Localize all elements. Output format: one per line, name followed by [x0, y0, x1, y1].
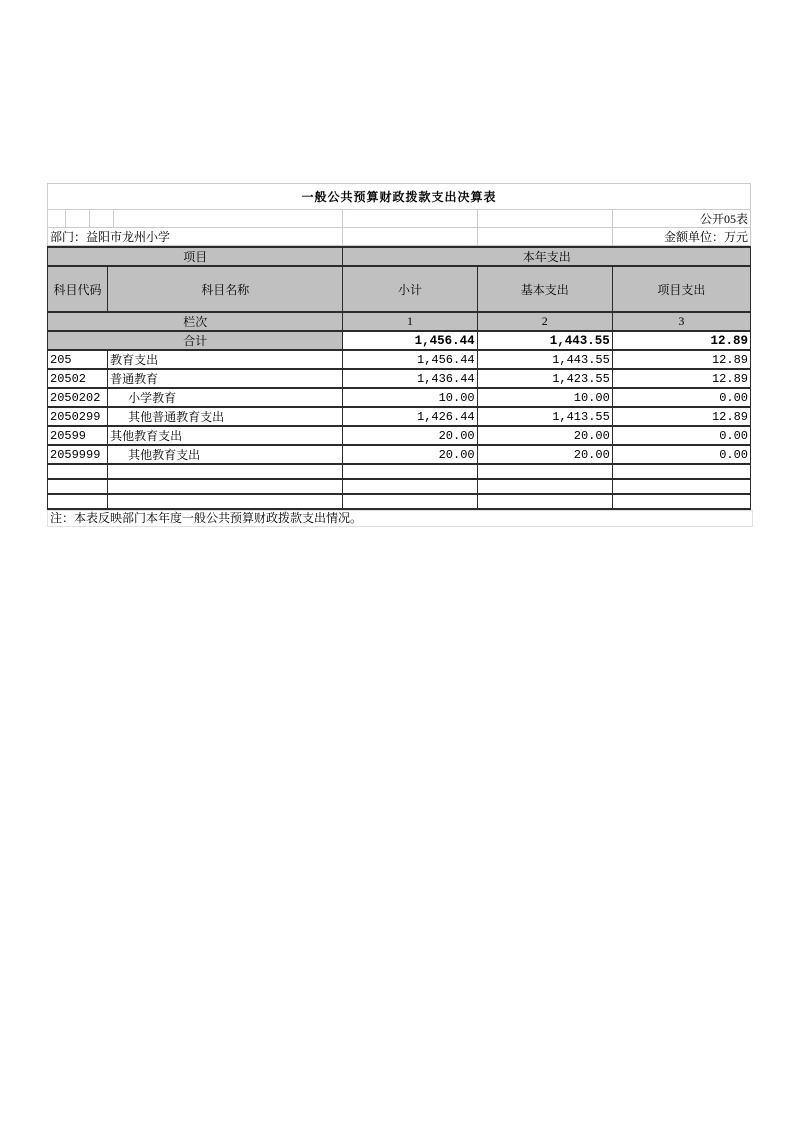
header-project-group: 项目 — [48, 247, 343, 266]
spacer-cell — [114, 210, 343, 228]
spacer-cell — [343, 228, 477, 246]
basic-value: 10.00 — [477, 388, 612, 407]
header-group-row — [48, 247, 751, 266]
total-label: 合计 — [48, 331, 343, 350]
table-row — [48, 426, 751, 445]
header-year-expenditure-group: 本年支出 — [343, 247, 751, 266]
header-columns-row — [48, 266, 751, 312]
empty-cell — [477, 494, 612, 509]
subject-code: 2050299 — [48, 407, 108, 426]
form-code-row — [48, 210, 751, 228]
form-code: 公开05表 — [612, 210, 750, 228]
report-sheet — [47, 183, 751, 527]
spacer-cell — [90, 210, 114, 228]
subject-name: 其他教育支出 — [108, 445, 343, 464]
project-value: 12.89 — [612, 369, 750, 388]
empty-cell — [108, 464, 343, 479]
project-value: 0.00 — [612, 388, 750, 407]
subtotal-value: 10.00 — [343, 388, 477, 407]
empty-row — [48, 464, 751, 479]
header-basic-expenditure: 基本支出 — [477, 266, 612, 312]
total-row — [48, 331, 751, 350]
column-index-label: 栏次 — [48, 312, 343, 331]
subtotal-value: 1,426.44 — [343, 407, 477, 426]
empty-cell — [108, 494, 343, 509]
table-note: 注：本表反映部门本年度一般公共预算财政拨款支出情况。 — [47, 510, 753, 527]
subtotal-value: 20.00 — [343, 426, 477, 445]
empty-cell — [612, 479, 750, 494]
spacer-cell — [343, 210, 477, 228]
empty-cell — [343, 479, 477, 494]
title-row — [48, 184, 751, 210]
header-subject-name: 科目名称 — [108, 266, 343, 312]
empty-cell — [48, 464, 108, 479]
header-subject-code: 科目代码 — [48, 266, 108, 312]
empty-cell — [477, 479, 612, 494]
subject-code: 20502 — [48, 369, 108, 388]
subject-code: 20599 — [48, 426, 108, 445]
subject-code: 2059999 — [48, 445, 108, 464]
subtotal-value: 20.00 — [343, 445, 477, 464]
table-row — [48, 388, 751, 407]
budget-table — [47, 246, 751, 510]
spacer-cell — [48, 210, 66, 228]
table-row — [48, 350, 751, 369]
empty-row — [48, 479, 751, 494]
basic-value: 1,413.55 — [477, 407, 612, 426]
subject-name: 小学教育 — [108, 388, 343, 407]
header-subtotal: 小计 — [343, 266, 477, 312]
unit-label: 金额单位：万元 — [612, 228, 750, 246]
total-basic: 1,443.55 — [477, 331, 612, 350]
basic-value: 1,423.55 — [477, 369, 612, 388]
column-index-3: 3 — [612, 312, 750, 331]
subject-name: 其他普通教育支出 — [108, 407, 343, 426]
column-index-row — [48, 312, 751, 331]
project-value: 12.89 — [612, 407, 750, 426]
subject-name: 普通教育 — [108, 369, 343, 388]
subtotal-value: 1,456.44 — [343, 350, 477, 369]
empty-cell — [612, 494, 750, 509]
empty-cell — [108, 479, 343, 494]
table-row — [48, 369, 751, 388]
page-title: 一般公共预算财政拨款支出决算表 — [48, 184, 751, 210]
project-value: 0.00 — [612, 445, 750, 464]
column-index-2: 2 — [477, 312, 612, 331]
empty-cell — [477, 464, 612, 479]
department-label: 部门：益阳市龙州小学 — [48, 228, 343, 246]
subject-code: 205 — [48, 350, 108, 369]
basic-value: 1,443.55 — [477, 350, 612, 369]
spacer-cell — [477, 228, 612, 246]
empty-row — [48, 494, 751, 509]
empty-cell — [612, 464, 750, 479]
table-row — [48, 445, 751, 464]
header-project-expenditure: 项目支出 — [612, 266, 750, 312]
empty-cell — [48, 479, 108, 494]
subject-name: 其他教育支出 — [108, 426, 343, 445]
empty-cell — [48, 494, 108, 509]
spacer-cell — [66, 210, 90, 228]
basic-value: 20.00 — [477, 445, 612, 464]
project-value: 0.00 — [612, 426, 750, 445]
spacer-cell — [477, 210, 612, 228]
table-row — [48, 407, 751, 426]
title-area — [47, 183, 751, 246]
total-project: 12.89 — [612, 331, 750, 350]
subtotal-value: 1,436.44 — [343, 369, 477, 388]
empty-cell — [343, 494, 477, 509]
subject-code: 2050202 — [48, 388, 108, 407]
department-row — [48, 228, 751, 246]
basic-value: 20.00 — [477, 426, 612, 445]
subject-name: 教育支出 — [108, 350, 343, 369]
total-subtotal: 1,456.44 — [343, 331, 477, 350]
empty-cell — [343, 464, 477, 479]
column-index-1: 1 — [343, 312, 477, 331]
project-value: 12.89 — [612, 350, 750, 369]
